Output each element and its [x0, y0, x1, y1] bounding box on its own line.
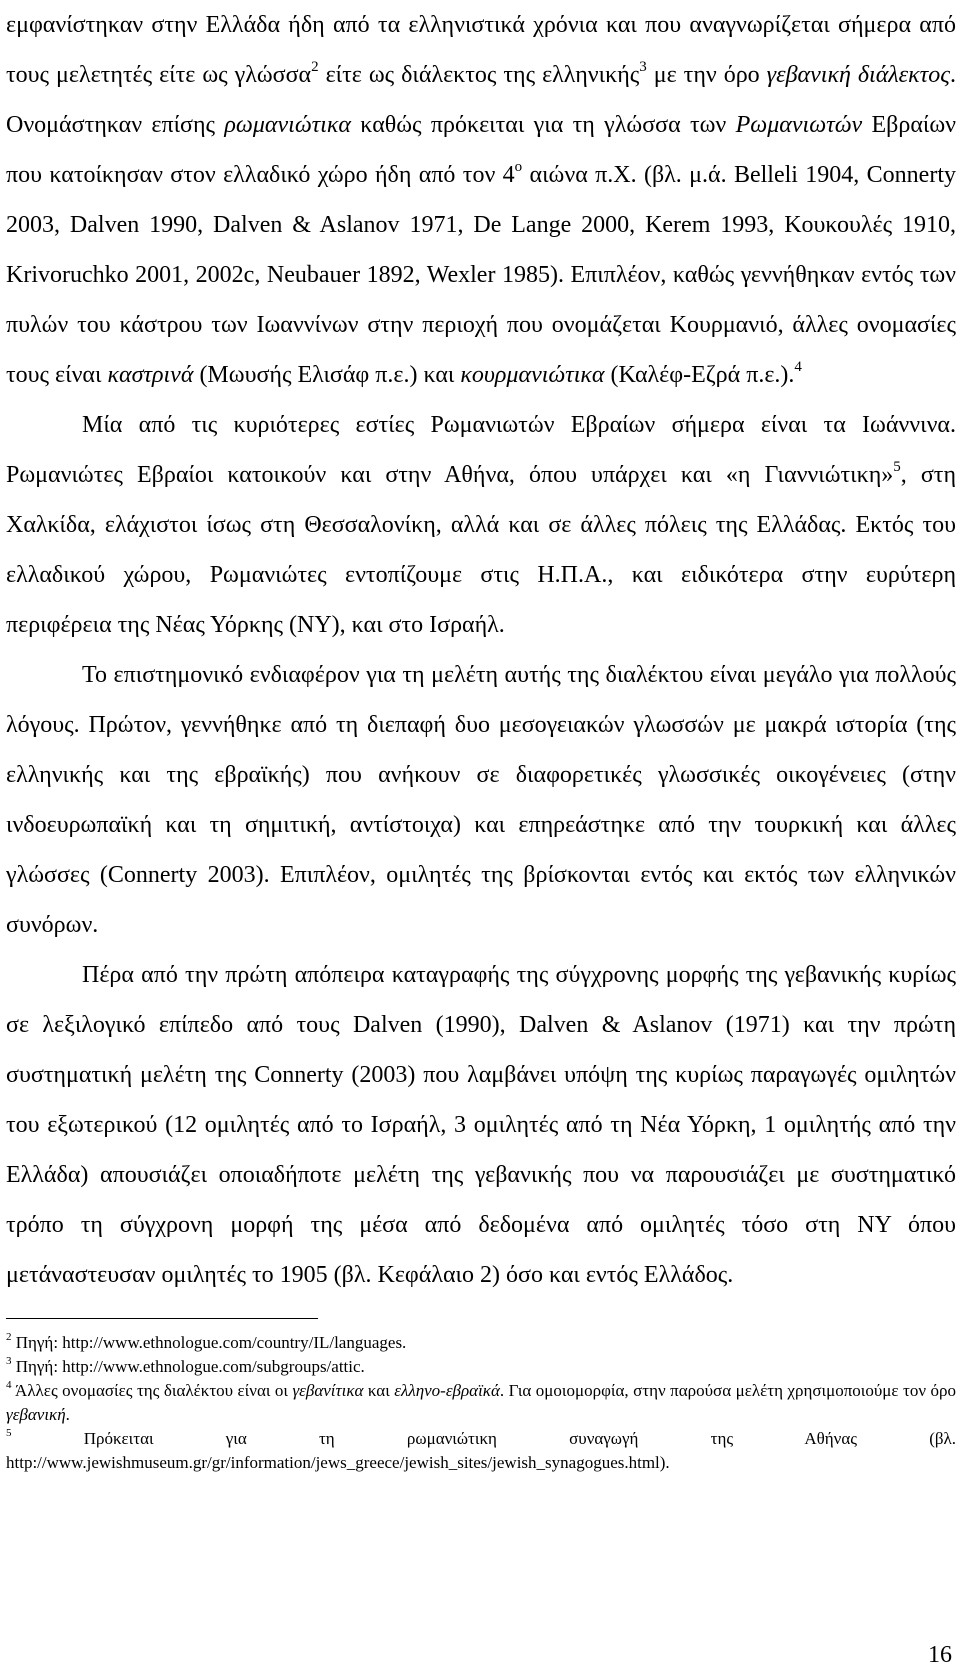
paragraph-4: Πέρα από την πρώτη απόπειρα καταγραφής της σύγχρονης μορφής της γεβανικής κυρίως σε λεξιλογικό επίπεδο από τους Dalven (1990), Dalven & Aslanov (1971) και την πρώτη συστηματική μελέτη της Connerty (2003) που λαμβάνει υπόψη της κυρίως παραγωγές ομιλητών του εξωτερικού (12 ομιλητές από το Ισραήλ, 3 ομιλητές από τη Νέα Υόρκη, 1 ομιλητής από την Ελλάδα) απουσιάζει οποιαδήποτε μελέτη της γεβανικής που να παρουσιάζει με συστηματικό τρόπο τη σύγχρονη μορφή της μέσα από δεδομένα από ομιλητές τόσο στη ΝΥ όπου μετάναστευσαν ομιλητές το 1905 (βλ. Κεφάλαιο 2) όσο και εντός Ελλάδος. — [6, 962, 956, 1288]
text-run: Εβραίων που κατοίκησαν στον ελλαδικό χώρο ήδη από τον 4 — [6, 112, 957, 188]
italic-term: καστρινά — [107, 362, 194, 388]
text-run: Μία από τις κυριότερες εστίες Ρωμανιωτών Εβραίων σήμερα είναι τα Ιωάννινα. Ρωμανιώτες Εβραίοι κατοικούν και στην Αθήνα, όπου υπάρχει και «η Γιαννιώτικη» — [6, 412, 956, 488]
footnote-text: . — [65, 1405, 70, 1424]
text-run: , στη Χαλκίδα, ελάχιστοι ίσως στη Θεσσαλονίκη, αλλά και σε άλλες πόλεις της Ελλάδας. Εκτός του ελλαδικού χώρου, Ρωμανιώτες εντοπίζουμε στις Η.Π.Α., και ειδικότερα στην ευρύτερη περιφέρεια της Νέας Υόρκης (ΝΥ), και στο Ισραήλ. — [6, 462, 956, 638]
footnote-text: Πηγή: http://www.ethnologue.com/subgroups/attic. — [11, 1357, 365, 1376]
footnote-4 — [6, 1379, 956, 1427]
italic-term: ρωμανιώτικα — [224, 112, 351, 138]
italic-term: Ρωμανιωτών — [735, 112, 863, 138]
footnote-3 — [6, 1355, 956, 1379]
footnote-text: και — [363, 1381, 395, 1400]
footnotes — [6, 1331, 956, 1475]
footnote-5 — [6, 1427, 956, 1475]
footnote-separator — [6, 1318, 318, 1319]
footnote-number: 2 — [6, 1331, 12, 1344]
footnote-ref-4: 4 — [794, 359, 802, 375]
footnote-2 — [6, 1331, 956, 1355]
footnote-text: . Για ομοιομορφία, στην παρούσα μελέτη χρησιμοποιούμε τον όρο — [499, 1381, 956, 1400]
footnote-text: Πηγή: http://www.ethnologue.com/country/IL/languages. — [11, 1333, 407, 1352]
text-run: (Καλέφ-Εζρά π.ε.). — [604, 362, 795, 388]
footnote-text: Πρόκειται για τη ρωμανιώτικη συναγωγή της Αθήνας (βλ. http://www.jewishmuseum.gr/gr/information/jews_greece/jewish_sites/jewish_synagogues.html). — [6, 1429, 956, 1472]
paragraph-2 — [6, 400, 956, 650]
text-run: . Ονομάστηκαν επίσης — [6, 62, 956, 138]
text-run: εμφανίστηκαν στην Ελλάδα ήδη από τα ελληνιστικά χρόνια και που αναγνωρίζεται σήμερα από τους μελετητές είτε ως γλώσσα — [6, 12, 956, 88]
text-run: (Μωυσής Ελισάφ π.ε.) και — [193, 362, 461, 388]
paragraph-3: Το επιστημονικό ενδιαφέρον για τη μελέτη αυτής της διαλέκτου είναι μεγάλο για πολλούς λόγους. Πρώτον, γεννήθηκε από τη διεπαφή δυο μεσογειακών γλωσσών με μακρά ιστορία (της ελληνικής και της εβραϊκής) που ανήκουν σε διαφορετικές γλωσσικές οικογένειες (στην ινδοευρωπαϊκή και τη σημιτική, αντίστοιχα) και επηρεάστηκε από την τουρκική και άλλες γλώσσες (Connerty 2003). Επιπλέον, ομιλητές της βρίσκονται εντός και εκτός των ελληνικών συνόρων. — [6, 662, 956, 938]
footnote-text: Άλλες ονομασίες της διαλέκτου είναι οι — [11, 1381, 293, 1400]
text-run: με την όρο — [646, 62, 767, 88]
page-number: 16 — [928, 1642, 952, 1668]
footnote-ref-3: 3 — [639, 59, 647, 75]
italic-term: γεβανίτικα — [292, 1381, 364, 1400]
text-run: καθώς πρόκειται για τη γλώσσα των — [350, 112, 736, 138]
italic-term: ελληνο-εβραϊκά — [394, 1381, 500, 1400]
paragraph-1 — [6, 0, 956, 400]
footnote-ref-2: 2 — [311, 59, 319, 75]
footnote-number: 3 — [6, 1355, 12, 1368]
text-run: αιώνα π.Χ. (βλ. μ.ά. Belleli 1904, Connerty 2003, Dalven 1990, Dalven & Aslanov 1971, De Lange 2000, Kerem 1993, Κουκουλές 1910, Krivoruchko 2001, 2002c, Neubauer 1892, Wexler 1985). Επιπλέον, καθώς γεννήθηκαν εντός των πυλών του κάστρου των Ιωαννίνων στην περιοχή που ονομάζεται Κουρμανιό, άλλες ονομασίες τους είναι — [6, 162, 956, 388]
main-text — [6, 0, 956, 1300]
text-run: είτε ως διάλεκτος της ελληνικής — [318, 62, 640, 88]
footnote-ref-5: 5 — [893, 459, 901, 475]
ordinal-superscript: ο — [514, 159, 523, 175]
footnote-number: 5 — [6, 1427, 12, 1440]
italic-term: γεβανική διάλεκτος — [766, 62, 950, 88]
italic-term: γεβανική — [6, 1405, 66, 1424]
footnote-number: 4 — [6, 1379, 12, 1392]
italic-term: κουρμανιώτικα — [460, 362, 605, 388]
